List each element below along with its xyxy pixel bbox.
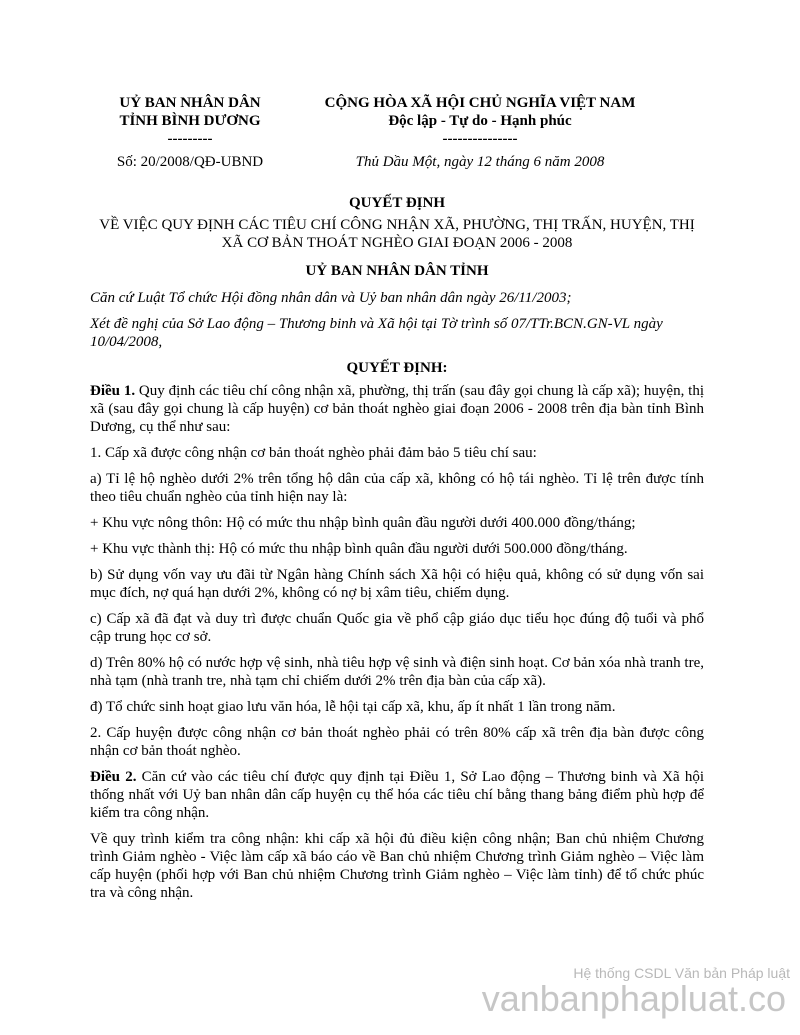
decision-heading: QUYẾT ĐỊNH: (346, 360, 448, 376)
nation-title: CỘNG HÒA XÃ HỘI CHỦ NGHĨA VIỆT NAM (324, 95, 636, 111)
legal-basis-2: Xét đề nghị của Sở Lao động – Thương binh và Xã hội tại Tờ trình số 07/TTr.BCN.GN-VL ngày 10/04/2008, (90, 316, 663, 350)
clause-2: 2. Cấp huyện được công nhận cơ bản thoát nghèo phải có trên 80% cấp xã trên địa bàn được công nhận cơ bản thoát nghèo. (90, 725, 704, 759)
agency-separator: --------- (167, 131, 213, 147)
nation-motto: Độc lập - Tự do - Hạnh phúc (388, 113, 572, 129)
article-1-label: Điều 1. (90, 383, 136, 399)
place-and-date: Thủ Dầu Một, ngày 12 tháng 6 năm 2008 (355, 154, 605, 170)
criterion-d: d) Trên 80% hộ có nước hợp vệ sinh, nhà tiêu hợp vệ sinh và điện sinh hoạt. Cơ bản xóa nhà tranh tre, nhà tạm (nhà tranh tre, nhà tạm chỉ chiếm dưới 2% trên địa bàn của cấp xã). (90, 655, 704, 689)
criterion-b: b) Sử dụng vốn vay ưu đãi từ Ngân hàng Chính sách Xã hội có hiệu quả, không có sử dụng vốn sai mục đích, nợ quá hạn dưới 2%, không có nợ bị xâm tiêu, chiếm dụng. (90, 567, 704, 601)
watermark-site: vanbanphapluat.co (481, 978, 786, 1019)
document-body (90, 382, 704, 910)
nation-separator: --------------- (442, 131, 518, 147)
criterion-a-rural: + Khu vực nông thôn: Hộ có mức thu nhập bình quân đầu người dưới 400.000 đồng/tháng; (90, 515, 636, 531)
issuer-heading: UỶ BAN NHÂN DÂN TỈNH (305, 263, 489, 279)
article-1 (90, 382, 704, 436)
document-subject: VỀ VIỆC QUY ĐỊNH CÁC TIÊU CHÍ CÔNG NHẬN XÃ, PHƯỜNG, THỊ TRẤN, HUYỆN, THỊ XÃ CƠ BẢN THOÁT NGHÈO GIAI ĐOẠN 2006 - 2008 (99, 217, 695, 251)
criterion-a: a) Tỉ lệ hộ nghèo dưới 2% trên tổng hộ dân của cấp xã, không có hộ tái nghèo. Tỉ lệ trên được tính theo tiêu chuẩn nghèo của tỉnh hiện nay là: (90, 471, 704, 505)
criterion-dd: đ) Tổ chức sinh hoạt giao lưu văn hóa, lễ hội tại cấp xã, khu, ấp ít nhất 1 lần trong năm. (90, 699, 616, 715)
article-1-text: Quy định các tiêu chí công nhận xã, phường, thị trấn (sau đây gọi chung là cấp xã); huyện, thị xã (sau đây gọi chung là cấp huyện) cơ bản thoát nghèo giai đoạn 2006 - 2008 trên địa bàn tỉnh Bình Dương, cụ thể như sau: (90, 383, 704, 435)
agency-line-1: UỶ BAN NHÂN DÂN (119, 95, 261, 111)
document-type-title: QUYẾT ĐỊNH (349, 195, 445, 211)
criterion-a-urban: + Khu vực thành thị: Hộ có mức thu nhập bình quân đầu người dưới 500.000 đồng/tháng. (90, 541, 628, 557)
watermark-caption: Hệ thống CSDL Văn bản Pháp luật (573, 965, 790, 981)
legal-basis-1: Căn cứ Luật Tổ chức Hội đồng nhân dân và Uỷ ban nhân dân ngày 26/11/2003; (90, 290, 572, 306)
article-2-text: Căn cứ vào các tiêu chí được quy định tại Điều 1, Sở Lao động – Thương binh và Xã hội thống nhất với Uỷ ban nhân dân cấp huyện cụ thể hóa các tiêu chí bằng thang bảng điểm phù hợp để kiểm tra công nhận. (90, 769, 705, 821)
procedure-paragraph: Về quy trình kiểm tra công nhận: khi cấp xã hội đủ điều kiện công nhận; Ban chủ nhiệm Chương trình Giảm nghèo - Việc làm cấp xã báo cáo về Ban chủ nhiệm Chương trình Giảm nghèo – Việc làm cấp huyện (phối hợp với Ban chủ nhiệm Chương trình Giảm nghèo – Việc làm tỉnh) để tổ chức phúc tra và công nhận. (90, 831, 704, 901)
document-number: Số: 20/2008/QĐ-UBND (116, 154, 264, 170)
agency-line-2: TỈNH BÌNH DƯƠNG (119, 113, 261, 129)
clause-1: 1. Cấp xã được công nhận cơ bản thoát nghèo phải đảm bảo 5 tiêu chí sau: (90, 445, 537, 461)
article-2 (90, 768, 704, 822)
article-2-label: Điều 2. (90, 769, 137, 785)
national-header-block (290, 94, 670, 171)
issuing-agency-block (90, 94, 290, 171)
criterion-c: c) Cấp xã đã đạt và duy trì được chuẩn Quốc gia về phổ cập giáo dục tiểu học đúng độ tuổi và phổ cập trung học cơ sở. (90, 611, 704, 645)
